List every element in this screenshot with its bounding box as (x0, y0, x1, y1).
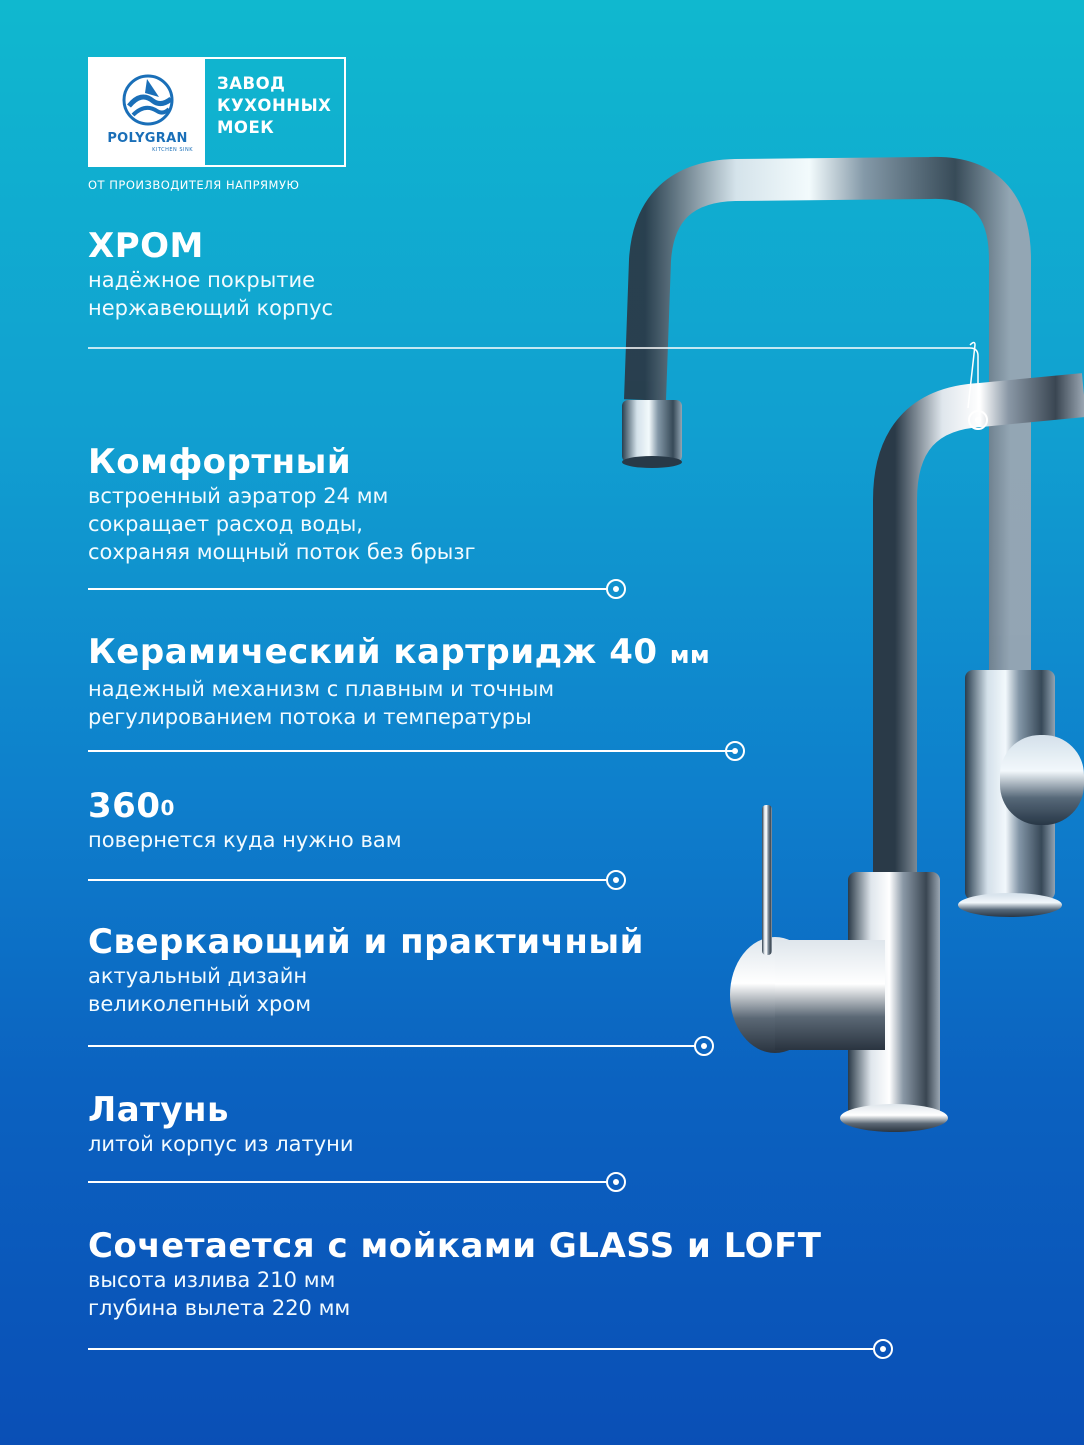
feature-line: встроенный аэратор 24 мм (88, 484, 389, 508)
feature-title-text: Керамический картридж 40 (88, 632, 658, 672)
marker-dot-icon (606, 1172, 626, 1192)
marker-dot-icon (873, 1339, 893, 1359)
logo-title-line: КУХОННЫХ (217, 96, 332, 115)
feature-title: ХРОМ (88, 226, 204, 266)
feature-line: повернется куда нужно вам (88, 828, 402, 852)
marker-dot-icon (694, 1036, 714, 1056)
feature-line: регулированием потока и температуры (88, 705, 532, 729)
feature-brass (88, 1090, 354, 1158)
wave-logo-icon (119, 71, 177, 129)
feature-title-unit: мм (669, 641, 711, 669)
logo-brand-block (90, 59, 205, 165)
feature-line: нержавеющий корпус (88, 296, 334, 320)
logo-box (88, 57, 346, 167)
divider-line (88, 750, 733, 752)
divider-line (88, 588, 608, 590)
marker-dot-icon (725, 741, 745, 761)
logo-title-line: ЗАВОД (217, 74, 286, 93)
feature-line: глубина вылета 220 мм (88, 1296, 351, 1320)
feature-line: надежный механизм с плавным и точным (88, 677, 555, 701)
feature-line: великолепный хром (88, 992, 312, 1016)
feature-comfort (88, 442, 476, 566)
marker-dot-icon (606, 870, 626, 890)
feature-sparkling (88, 922, 644, 1018)
feature-title-text: 360 (88, 786, 161, 826)
marker-dot-icon (606, 579, 626, 599)
logo-brand-sub: KITCHEN SINK (152, 147, 193, 153)
divider-line (88, 1045, 696, 1047)
feature-line: сокращает расход воды, (88, 512, 363, 536)
feature-compatibility (88, 1226, 822, 1322)
feature-title: Латунь (88, 1090, 230, 1130)
tagline: ОТ ПРОИЗВОДИТЕЛЯ НАПРЯМУЮ (88, 178, 300, 192)
feature-title: Комфортный (88, 442, 352, 482)
feature-line: высота излива 210 мм (88, 1268, 336, 1292)
divider-line (88, 1348, 873, 1350)
feature-title (88, 786, 402, 826)
feature-line: актуальный дизайн (88, 964, 308, 988)
feature-title (88, 632, 710, 675)
logo-brand-name: POLYGRAN (107, 131, 188, 146)
feature-360 (88, 786, 402, 854)
feature-line: литой корпус из латуни (88, 1132, 354, 1156)
feature-title: Сочетается с мойками GLASS и LOFT (88, 1226, 822, 1266)
feature-title: Сверкающий и практичный (88, 922, 644, 962)
divider-line (88, 879, 608, 881)
divider-line (88, 1181, 608, 1183)
feature-line: надёжное покрытие (88, 268, 316, 292)
back-faucet (622, 178, 1084, 917)
feature-cartridge (88, 632, 710, 731)
feature-chrome (88, 226, 333, 322)
logo-title-line: МОЕК (217, 118, 275, 137)
logo-title (205, 59, 344, 165)
feature-title-sup: 0 (160, 796, 175, 820)
feature-line: сохраняя мощный поток без брызг (88, 540, 476, 564)
